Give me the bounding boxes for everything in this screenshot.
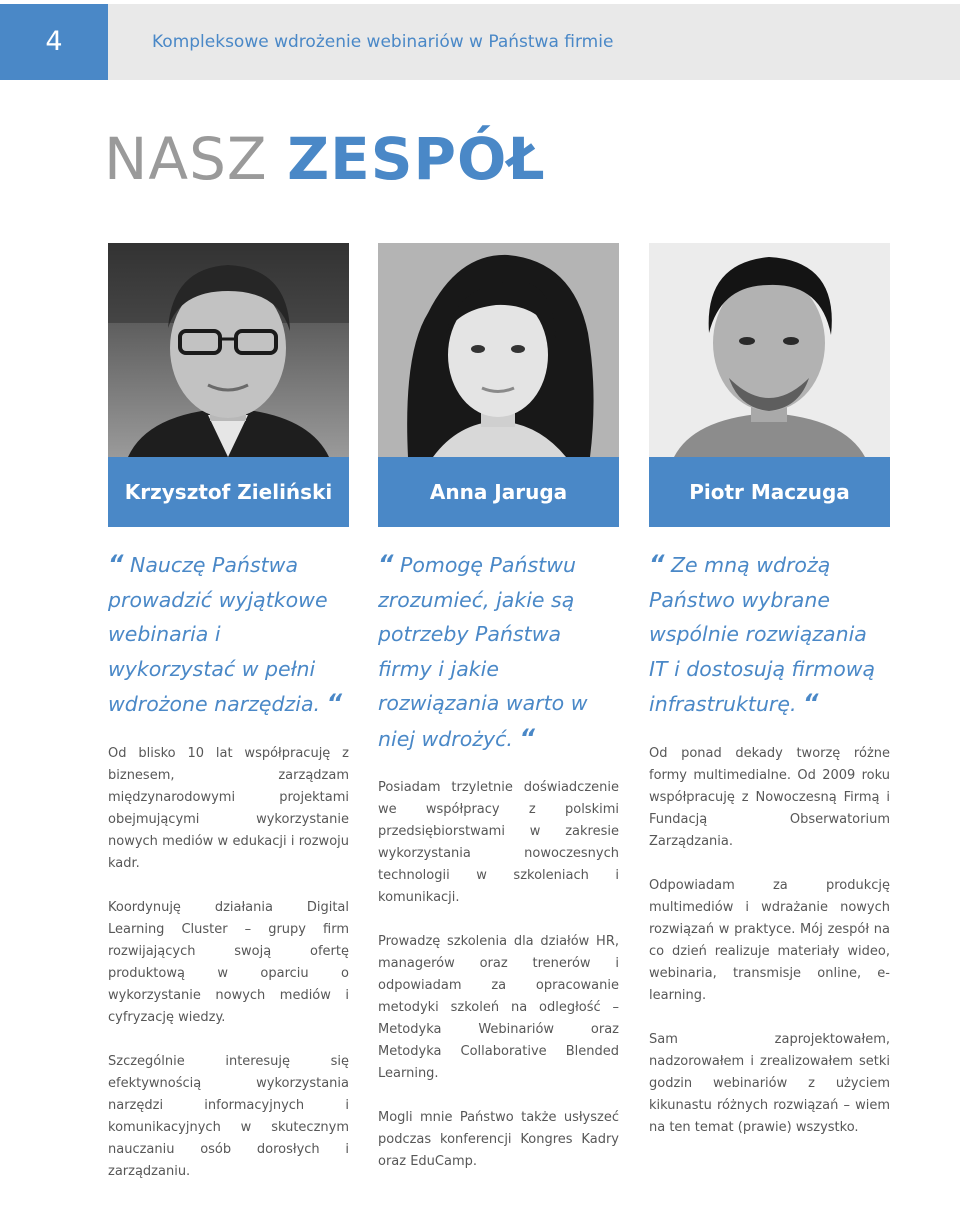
team-member-photo bbox=[378, 243, 619, 457]
quote-open-mark: “ bbox=[649, 550, 665, 578]
bio-paragraph: Mogli mnie Państwo także usłyszeć podczas konferencji Kongres Kadry oraz EduCamp. bbox=[378, 1110, 619, 1169]
page-title bbox=[104, 124, 546, 194]
quote-text: Pomogę Państwu zrozumieć, jakie są potrzeby Państwa firmy i jakie rozwiązania warto w niej wdrożyć. bbox=[378, 553, 588, 751]
team-member-name: Krzysztof Zieliński bbox=[108, 457, 349, 527]
team-member-photo bbox=[649, 243, 890, 457]
quote-open-mark: “ bbox=[378, 550, 394, 578]
bio-paragraph: Sam zaprojektowałem, nadzorowałem i zrealizowałem setki godzin webinariów z użyciem kikunastu różnych rozwiązań – wiem na ten temat (prawie) wszystko. bbox=[649, 1031, 890, 1135]
bio-paragraph: Od ponad dekady tworzę różne formy multimedialne. Od 2009 roku współpracuję z Nowoczesną Firmą i Fundacją Obserwatorium Zarządzania. bbox=[649, 745, 890, 849]
quote-close-mark: “ bbox=[326, 689, 343, 717]
team-member-photo bbox=[108, 243, 349, 457]
bio-paragraph: Posiadam trzyletnie doświadczenie we współpracy z polskimi przedsiębiorstwami w zakresie wykorzystania nowoczesnych technologii w szkoleniach i komunikacji. bbox=[378, 780, 619, 905]
header-title: Kompleksowe wdrożenie webinariów w Państwa firmie bbox=[152, 32, 614, 52]
bio-paragraph: Odpowiadam za produkcję multimediów i wdrażanie nowych rozwiązań w praktyce. Mój zespół na co dzień realizuje materiały wideo, webinaria, transmisje online, e-learning. bbox=[649, 877, 890, 1003]
team-member-bio bbox=[378, 777, 619, 1173]
team-member-anna bbox=[378, 243, 619, 1195]
team-member-piotr bbox=[649, 243, 890, 1161]
team-member-quote bbox=[108, 547, 349, 722]
quote-text: Nauczę Państwa prowadzić wyjątkowe webinaria i wykorzystać w pełni wdrożone narzędzia. bbox=[108, 553, 328, 716]
quote-open-mark: “ bbox=[108, 550, 124, 578]
quote-close-mark: “ bbox=[803, 689, 819, 717]
team-member-bio bbox=[108, 743, 349, 1183]
header-bar bbox=[0, 4, 960, 80]
team-member-quote bbox=[649, 547, 890, 722]
page-title-word-1: NASZ bbox=[104, 125, 268, 193]
bio-paragraph: Szczególnie interesuję się efektywnością wykorzystania narzędzi informacyjnych i komunikacyjnych w skutecznym nauczaniu osób dorosłych i zarządzaniu. bbox=[108, 1053, 349, 1179]
bio-paragraph: Koordynuję działania Digital Learning Cluster – grupy firm rozwijających swoją ofertę produktową w oparciu o wykorzystanie nowych mediów i cyfryzację wiedzy. bbox=[108, 899, 349, 1025]
team-member-name: Piotr Maczuga bbox=[649, 457, 890, 527]
page-number: 4 bbox=[0, 4, 108, 80]
page-title-word-2: ZESPÓŁ bbox=[287, 125, 546, 193]
team-member-quote bbox=[378, 547, 619, 756]
bio-paragraph: Od blisko 10 lat współpracuję z biznesem, zarządzam międzynarodowymi projektami obejmującymi wykorzystanie nowych mediów w edukacji i rozwoju kadr. bbox=[108, 745, 349, 871]
quote-text: Ze mną wdrożą Państwo wybrane wspólnie rozwiązania IT i dostosują firmową infrastrukturę. bbox=[649, 553, 876, 716]
bio-paragraph: Prowadzę szkolenia dla działów HR, managerów oraz trenerów i odpowiadam za opracowanie metodyki szkoleń na odległość – Metodyka Webinariów oraz Metodyka Collaborative Blended Learning. bbox=[378, 934, 619, 1081]
quote-close-mark: “ bbox=[519, 723, 535, 752]
team-member-krzysztof bbox=[108, 243, 349, 1205]
team-member-name: Anna Jaruga bbox=[378, 457, 619, 527]
team-member-bio bbox=[649, 743, 890, 1139]
